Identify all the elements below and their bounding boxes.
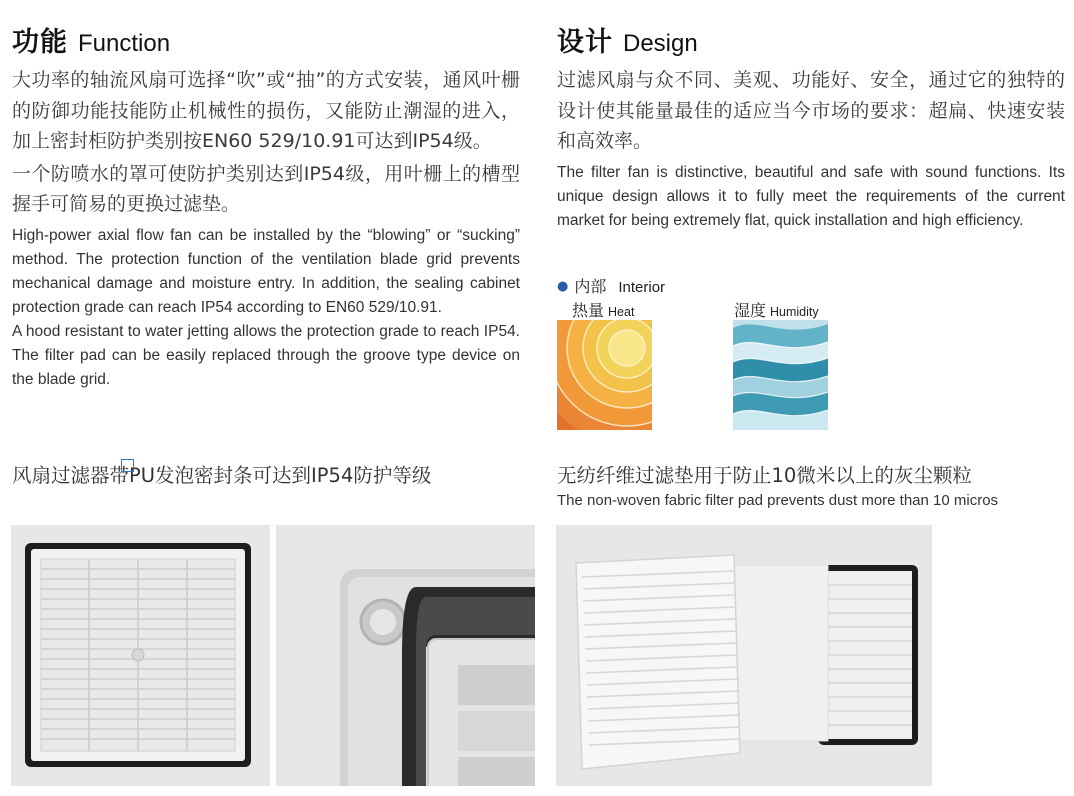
humidity-label-en: Humidity [770,305,819,319]
function-cn-paragraph-2: 一个防喷水的罩可使防护类别达到IP54级，用叶栅上的槽型握手可简易的更换过滤垫。 [12,162,520,215]
design-feature-caption-en: The non-woven fabric filter pad prevents dust more than 10 micros [557,492,999,509]
design-heading-en: Design [623,30,698,57]
function-feature-caption: 风扇过滤器带PU发泡密封条可达到IP54防护等级 [12,464,432,487]
heat-swatch-graphic [557,320,652,430]
function-heading [12,20,170,59]
grille-front-photo [11,525,270,786]
selection-marker [121,459,134,472]
seal-closeup-photo [276,525,535,786]
function-en-paragraph-1: High-power axial flow fan can be installed by the “blowing” or “sucking” method. The protection function of the ventilation blade grid prevents mechanical damage and moisture entry. In addition, the sealing cabinet protection grade can reach IP54 according to EN60 529/10.91. [12,226,520,316]
function-body [12,65,520,392]
heat-label-en: Heat [608,305,635,319]
interior-label-cn: 内部 [574,277,607,296]
function-heading-en: Function [78,30,171,57]
heat-label [572,298,634,321]
humidity-label-cn: 湿度 [734,301,767,320]
design-body [557,65,1065,233]
filter-pad-photo [556,525,932,786]
design-heading [557,20,698,59]
function-heading-cn: 功能 [12,27,68,58]
design-feature-caption-cn: 无纺纤维过滤垫用于防止10微米以上的灰尘颗粒 [557,464,972,487]
humidity-label [734,298,819,321]
interior-label-en: Interior [618,279,666,296]
heat-label-cn: 热量 [572,301,605,320]
humidity-swatch-graphic [733,320,828,430]
bullet-dot-icon: ● [557,279,569,294]
design-en-paragraph: The filter fan is distinctive, beautiful and safe with sound functions. Its unique design allows it to fully meet the requirements of the current market for being extremely flat, quick installation and high efficiency. [557,163,1065,229]
design-cn-paragraph: 过滤风扇与众不同、美观、功能好、安全，通过它的独特的设计使其能量最佳的适应当今市场的要求：超扁、快速安装和高效率。 [557,69,1065,152]
design-heading-cn: 设计 [557,27,613,58]
function-en-paragraph-2: A hood resistant to water jetting allows the protection grade to reach IP54. The filter pad can be easily replaced through the groove type device on the blade grid. [12,322,520,388]
interior-label [557,274,665,297]
function-cn-paragraph-1: 大功率的轴流风扇可选择“吹”或“抽”的方式安装，通风叶栅的防御功能技能防止机械性的损伤，又能防止潮湿的进入，加上密封柜防护类别按EN60 529/10.91可达到IP54级。 [12,69,520,152]
